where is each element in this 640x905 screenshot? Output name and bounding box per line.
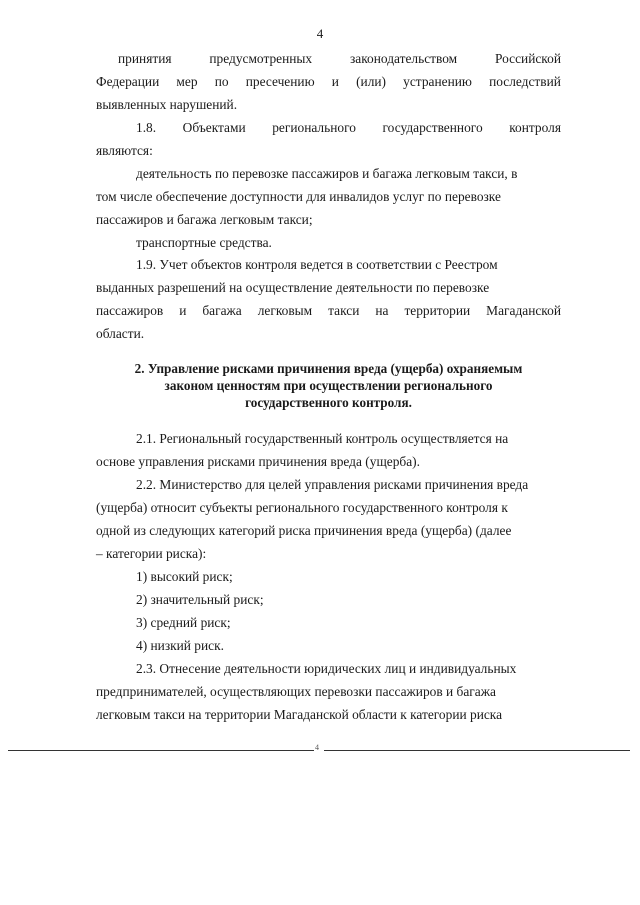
word: Федерации [96, 74, 160, 89]
text-line: выданных разрешений на осуществление деятельности по перевозке [96, 280, 490, 295]
text-line: основе управления рисками причинения вреда (ущерба). [96, 454, 420, 469]
word: 1.8. [136, 120, 157, 135]
paragraph-1-8-line [136, 119, 561, 136]
text-line: – категории риска): [96, 546, 207, 561]
word: (или) [356, 74, 387, 89]
section-heading: законом ценностям при осуществлении регионального [164, 378, 493, 393]
word: пресечению [245, 74, 315, 89]
text-line: области. [96, 326, 145, 341]
text-line [96, 302, 561, 319]
word: легковым [257, 303, 313, 318]
word: Магаданской [486, 303, 561, 318]
text-line: выявленных нарушений. [96, 97, 238, 112]
page-divider [324, 750, 630, 751]
word: государственного [382, 120, 483, 135]
word: регионального [272, 120, 356, 135]
section-heading: 2. Управление рисками причинения вреда (ущерба) охраняемым [134, 361, 523, 376]
text-line: являются: [96, 143, 153, 158]
word: багажа [202, 303, 242, 318]
word: такси [328, 303, 360, 318]
word: принятия [118, 51, 172, 66]
word: пассажиров [96, 303, 164, 318]
word: Объектами [182, 120, 246, 135]
text-line [118, 50, 561, 67]
text-line: предпринимателей, осуществляющих перевозки пассажиров и багажа [96, 684, 496, 699]
word: территории [404, 303, 471, 318]
paragraph-2-3-line: 2.3. Отнесение деятельности юридических лиц и индивидуальных [136, 661, 517, 676]
text-line: (ущерба) относит субъекты регионального государственного контроля к [96, 500, 508, 515]
page-divider [8, 750, 314, 751]
text-line: пассажиров и багажа легковым такси; [96, 212, 313, 227]
word: и [179, 303, 187, 318]
text-line: транспортные средства. [136, 235, 272, 250]
list-item: 1) высокий риск; [136, 569, 233, 584]
page-number: 4 [316, 26, 324, 41]
paragraph-2-2-line: 2.2. Министерство для целей управления рисками причинения вреда [136, 477, 529, 492]
word: и [331, 74, 339, 89]
page-divider-marker: 4 [315, 743, 319, 752]
word: устранению [403, 74, 472, 89]
text-line: легковым такси на территории Магаданской области к категории риска [96, 707, 503, 722]
word: Российской [495, 51, 561, 66]
word: мер [176, 74, 198, 89]
list-item: 3) средний риск; [136, 615, 231, 630]
word: предусмотренных [209, 51, 313, 66]
word: последствий [489, 74, 561, 89]
text-line: деятельность по перевозке пассажиров и багажа легковым такси, в [136, 166, 518, 181]
list-item: 2) значительный риск; [136, 592, 264, 607]
text-line: одной из следующих категорий риска причинения вреда (ущерба) (далее [96, 523, 512, 538]
paragraph-1-9-line: 1.9. Учет объектов контроля ведется в соответствии с Реестром [136, 257, 498, 272]
paragraph-2-1-line: 2.1. Региональный государственный контроль осуществляется на [136, 431, 509, 446]
list-item: 4) низкий риск. [136, 638, 224, 653]
text-line [96, 73, 561, 90]
word: законодательством [349, 51, 458, 66]
word: по [214, 74, 229, 89]
text-line: том числе обеспечение доступности для инвалидов услуг по перевозке [96, 189, 501, 204]
section-heading: государственного контроля. [245, 395, 412, 410]
word: на [375, 303, 389, 318]
word: контроля [509, 120, 561, 135]
